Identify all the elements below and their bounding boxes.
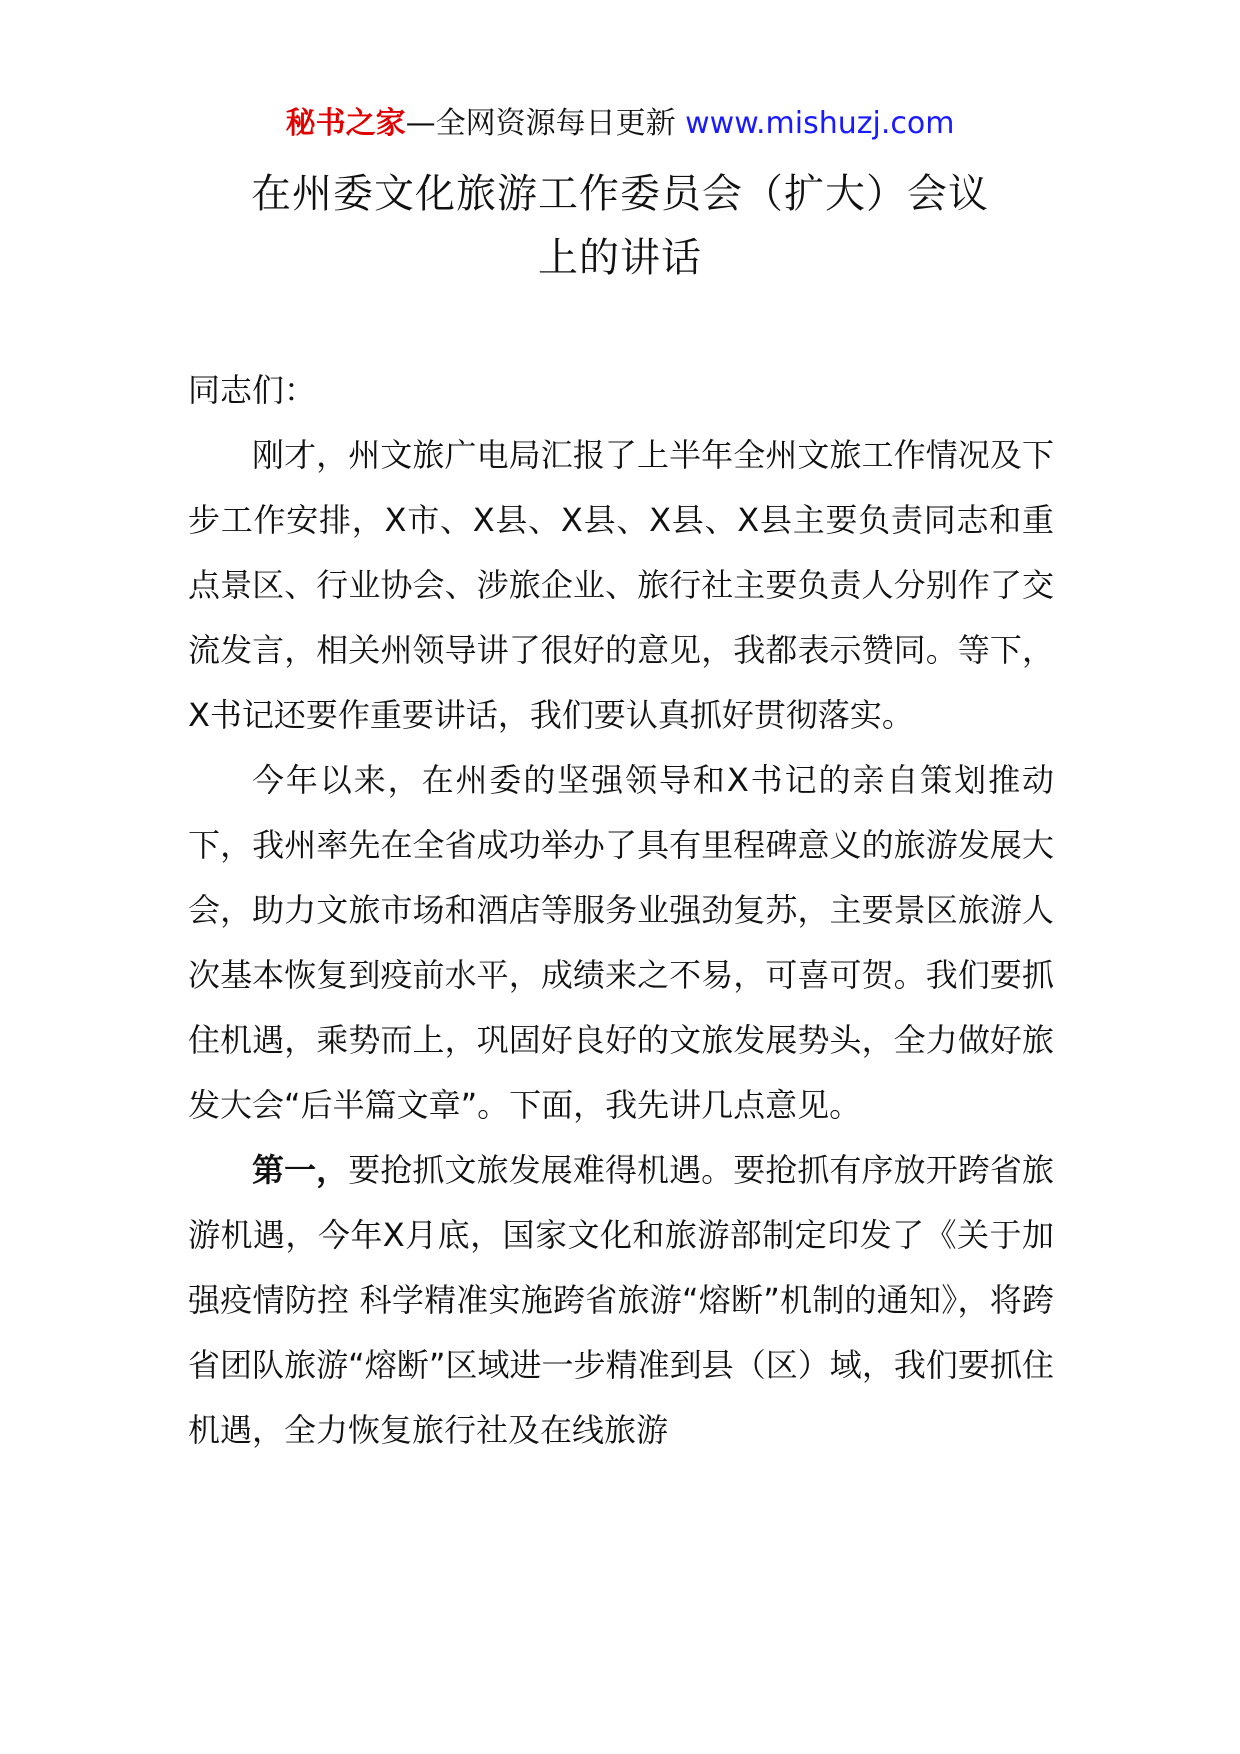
point-1-heading: 要抢抓文旅发展难得机遇。	[348, 1151, 734, 1189]
site-url-link[interactable]: www.mishuzj.com	[685, 106, 955, 141]
paragraph-opening: 刚才，州文旅广电局汇报了上半年全州文旅工作情况及下步工作安排，X市、X县、X县、X县、X县主要负责同志和重点景区、行业协会、涉旅企业、旅行社主要负责人分别作了交流发言，相关州领导讲了很好的意见，我都表示赞同。等下，X书记还要作重要讲话，我们要认真抓好贯彻落实。	[188, 436, 1054, 734]
salutation: 同志们：	[188, 371, 317, 409]
document-body	[188, 358, 1054, 1463]
document-title-line-1: 在州委文化旅游工作委员会（扩大）会议	[251, 171, 989, 217]
site-slogan: —全网资源每日更新	[405, 106, 686, 141]
point-1-text: 要抢抓有序放开跨省旅游机遇，今年X月底，国家文化和旅游部制定印发了《关于加强疫情防控 科学精准实施跨省旅游“熔断”机制的通知》，将跨省团队旅游“熔断”区域进一步精准到县（区）域，我们要抓住机遇，全力恢复旅行社及在线旅游	[188, 1151, 1054, 1449]
document-title-line-2: 上的讲话	[538, 235, 702, 281]
document-title	[150, 162, 1090, 290]
paragraph-point-1	[188, 1138, 1054, 1463]
point-1-lead: 第一，	[252, 1151, 349, 1189]
paragraph-achievements: 今年以来，在州委的坚强领导和X书记的亲自策划推动下，我州率先在全省成功举办了具有里程碑意义的旅游发展大会，助力文旅市场和酒店等服务业强劲复苏，主要景区旅游人次基本恢复到疫前水平，成绩来之不易，可喜可贺。我们要抓住机遇，乘势而上，巩固好良好的文旅发展势头，全力做好旅发大会“后半篇文章”。下面，我先讲几点意见。	[188, 761, 1054, 1124]
site-brand: 秘书之家	[285, 106, 406, 141]
site-header	[0, 100, 1240, 148]
